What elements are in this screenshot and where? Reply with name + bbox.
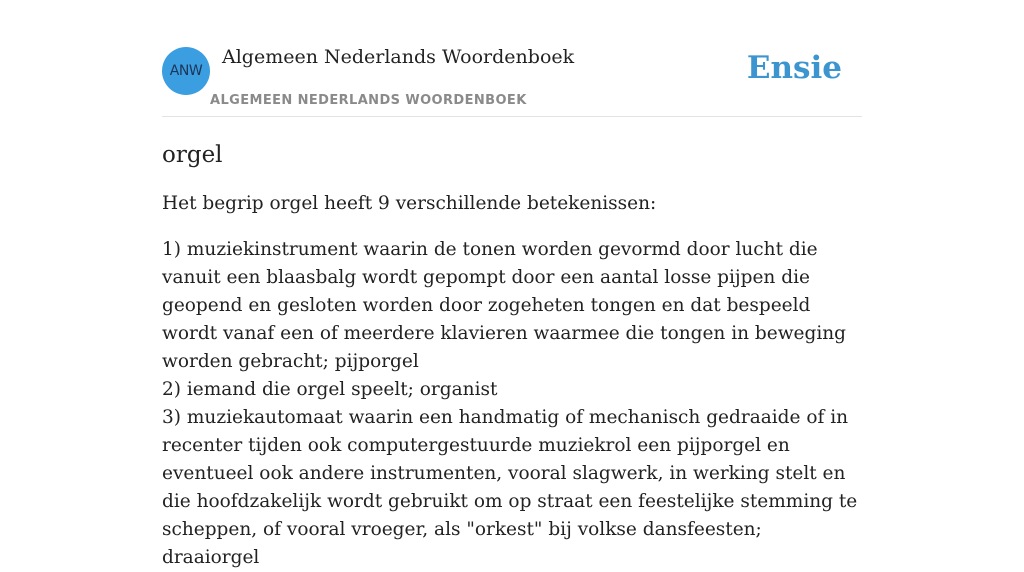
definition-item: 3) muziekautomaat waarin een handmatig of mechanisch gedraaide of in recenter tijden ook computergestuurde muziekrol een pijporgel en eventueel ook andere instrumenten, vooral slagwerk, in werking stelt en die hoofdzakelijk wordt gebruikt om op straat een feestelijke stemming te scheppen, of vooral vroeger, als "orkest" bij volkse dansfeesten; draaiorgel [162,407,858,568]
site-subtitle: ALGEMEEN NEDERLANDS WOORDENBOEK [210,93,527,108]
ensie-brand-logo[interactable]: Ensie [746,50,842,86]
site-header [162,40,862,117]
entry-intro: Het begrip orgel heeft 9 verschillende betekenissen: [162,193,657,214]
definition-list [162,236,862,572]
entry-word: orgel [162,142,223,168]
definition-item: 2) iemand die orgel speelt; organist [162,379,498,400]
definition-item: 1) muziekinstrument waarin de tonen worden gevormd door lucht die vanuit een blaasbalg wordt gepompt door een aantal losse pijpen die geopend en gesloten worden door zogeheten tongen en dat bespeeld wordt vanaf een of meerdere klavieren waarmee die tongen in beweging worden gebracht; pijporgel [162,239,847,372]
site-title-link[interactable]: Algemeen Nederlands Woordenboek [222,46,575,68]
anw-logo[interactable]: ANW [162,47,210,95]
entry-content [162,138,862,572]
